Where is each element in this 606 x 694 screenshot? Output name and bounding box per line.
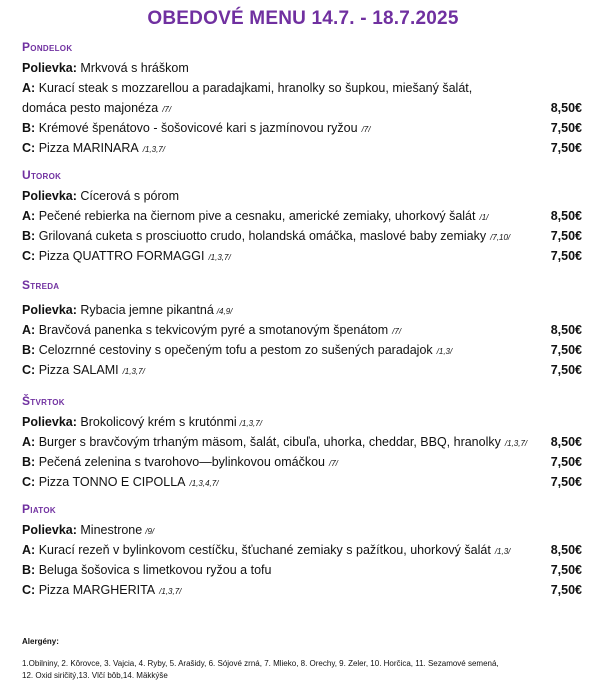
menu-item-b [22, 340, 582, 360]
menu-item-b [22, 118, 582, 138]
item-allergens: /1,3,7/ [142, 145, 165, 154]
item-allergens: /1,3,7/ [159, 587, 182, 596]
day-section-tuesday [22, 168, 582, 266]
day-name: Piatok [22, 502, 56, 516]
item-price: 7,50€ [550, 229, 582, 243]
soup-label: Polievka: [22, 303, 77, 317]
item-letter: A: [22, 81, 36, 95]
item-price: 7,50€ [550, 121, 582, 135]
day-name: Streda [22, 278, 60, 292]
item-text: Pizza QUATTRO FORMAGGI [38, 249, 205, 263]
item-price: 7,50€ [550, 363, 582, 377]
soup-allergens: /9/ [145, 527, 155, 536]
item-text: Krémové špenátovo - šošovicové kari s jazmínovou ryžou [38, 121, 358, 135]
item-price: 8,50€ [550, 543, 582, 557]
item-letter: C: [22, 363, 36, 377]
item-price: 7,50€ [550, 583, 582, 597]
menu-title: OBEDOVÉ MENU 14.7. - 18.7.2025 [147, 8, 459, 29]
item-allergens: /7/ [162, 105, 172, 114]
day-section-monday [22, 40, 582, 158]
item-text: Pizza MARGHERITA [38, 583, 156, 597]
item-letter: A: [22, 323, 36, 337]
item-allergens: /1,3,7/ [208, 253, 231, 262]
item-allergens: /1/ [479, 213, 489, 222]
item-price: 8,50€ [550, 101, 582, 115]
item-price: 8,50€ [550, 209, 582, 223]
menu-item-a-continued [22, 98, 582, 118]
menu-item-a [22, 78, 582, 98]
menu-item-a [22, 206, 582, 226]
item-text: Pečená zelenina s tvarohovo—bylinkovou omáčkou [38, 455, 325, 469]
item-allergens: /7,10/ [490, 233, 511, 242]
item-text-line2: domáca pesto majonéza [22, 101, 159, 115]
item-allergens: /1,3,4,7/ [189, 479, 219, 488]
item-text: Pizza TONNO E CIPOLLA [38, 475, 186, 489]
menu-item-c [22, 472, 582, 492]
soup-allergens: /4,9/ [216, 307, 233, 316]
item-letter: A: [22, 435, 36, 449]
item-letter: C: [22, 141, 36, 155]
item-text: Kurací steak s mozzarellou a paradajkami, hranolky so šupkou, miešaný šalát, [38, 81, 473, 95]
day-name: Utorok [22, 168, 62, 182]
item-letter: C: [22, 475, 36, 489]
menu-item-b [22, 560, 582, 580]
menu-item-b [22, 226, 582, 246]
item-price: 7,50€ [550, 475, 582, 489]
menu-item-c [22, 138, 582, 158]
soup-label: Polievka: [22, 415, 77, 429]
item-text: Grilovaná cuketa s prosciuotto crudo, holandská omáčka, maslové baby zemiaky [38, 229, 487, 243]
soup-row [22, 58, 582, 78]
item-allergens: /7/ [328, 459, 338, 468]
item-letter: B: [22, 455, 36, 469]
day-name: Štvrtok [22, 394, 65, 408]
item-letter: A: [22, 209, 36, 223]
item-price: 7,50€ [550, 343, 582, 357]
item-letter: B: [22, 563, 36, 577]
item-price: 7,50€ [550, 563, 582, 577]
item-price: 7,50€ [550, 141, 582, 155]
menu-item-a [22, 432, 582, 452]
soup-name: Cícerová s pórom [80, 189, 180, 203]
item-price: 8,50€ [550, 323, 582, 337]
item-allergens: /1,3,7/ [122, 367, 145, 376]
item-text: Pečené rebierka na čiernom pive a cesnaku, americké zemiaky, uhorkový šalát [38, 209, 476, 223]
day-section-thursday [22, 394, 582, 492]
soup-label: Polievka: [22, 61, 77, 75]
allergens-label: Alergény: [22, 637, 59, 646]
item-letter: C: [22, 583, 36, 597]
soup-name: Brokolicový krém s krutónmi [80, 415, 237, 429]
menu-item-a [22, 320, 582, 340]
item-allergens: /1,3/ [494, 547, 511, 556]
item-text: Beluga šošovica s limetkovou ryžou a tofu [38, 563, 272, 577]
item-letter: B: [22, 121, 36, 135]
allergens-line-1: 1.Obilniny, 2. Kôrovce, 3. Vajcia, 4. Ryby, 5. Arašidy, 6. Sójové zrná, 7. Mlieko, 8. Orechy, 9. Zeler, 10. Horčica, 11. Sezamové semená, [22, 659, 499, 668]
allergens-line-2: 12. Oxid siričitý,13. Vlčí bôb,14. Mäkkýše [22, 671, 168, 680]
allergens-legend [22, 636, 592, 682]
day-section-wednesday [22, 278, 582, 380]
day-name: Pondelok [22, 40, 73, 54]
item-text: Pizza SALAMI [38, 363, 119, 377]
item-text: Burger s bravčovým trhaným mäsom, šalát, cibuľa, uhorka, cheddar, BBQ, hranolky [38, 435, 501, 449]
item-allergens: /7/ [392, 327, 402, 336]
item-price: 7,50€ [550, 455, 582, 469]
item-text: Bravčová panenka s tekvicovým pyré a smotanovým špenátom [38, 323, 389, 337]
soup-label: Polievka: [22, 523, 77, 537]
item-allergens: /7/ [361, 125, 371, 134]
menu-item-b [22, 452, 582, 472]
menu-item-c [22, 246, 582, 266]
soup-name: Mrkvová s hráškom [80, 61, 189, 75]
soup-name: Rybacia jemne pikantná [80, 303, 214, 317]
soup-row [22, 186, 582, 206]
item-letter: C: [22, 249, 36, 263]
soup-row [22, 412, 582, 432]
menu-item-a [22, 540, 582, 560]
day-section-friday [22, 502, 582, 600]
item-letter: A: [22, 543, 36, 557]
soup-allergens: /1,3,7/ [239, 419, 262, 428]
menu-item-c [22, 580, 582, 600]
soup-label: Polievka: [22, 189, 77, 203]
item-letter: B: [22, 229, 36, 243]
menu-item-c [22, 360, 582, 380]
item-allergens: /1,3,7/ [504, 439, 528, 448]
item-text: Celozrnné cestoviny s opečeným tofu a pestom zo sušených paradajok [38, 343, 433, 357]
item-price: 7,50€ [550, 249, 582, 263]
item-letter: B: [22, 343, 36, 357]
item-price: 8,50€ [550, 435, 582, 449]
soup-name: Minestrone [80, 523, 143, 537]
soup-row [22, 300, 582, 320]
item-text: Pizza MARINARA [38, 141, 139, 155]
item-text: Kurací rezeň v bylinkovom cestíčku, šťuchané zemiaky s pažítkou, uhorkový šalát [38, 543, 491, 557]
soup-row [22, 520, 582, 540]
item-allergens: /1,3/ [436, 347, 453, 356]
